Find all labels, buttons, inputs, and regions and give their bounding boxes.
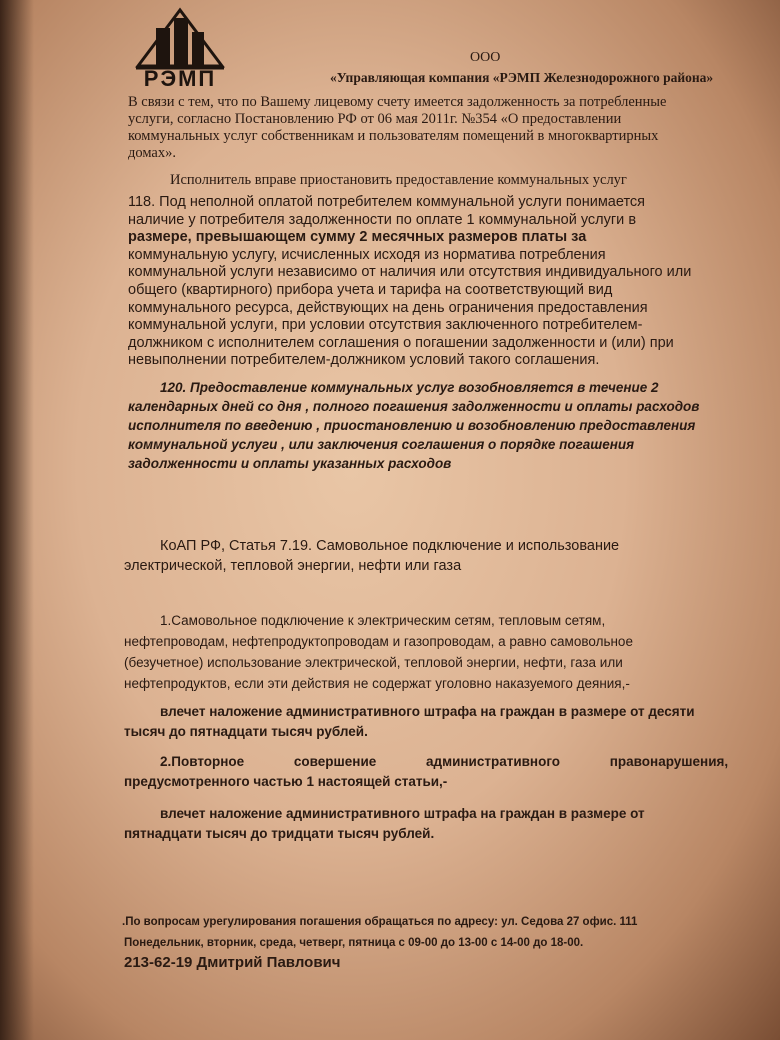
logo-text: РЭМП (143, 66, 217, 91)
footer-contact: 213-62-19 Дмитрий Павлович (124, 954, 341, 971)
clause-118-line: коммунальную услугу, исчисленных исходя из норматива потребления (128, 246, 606, 263)
koap-part-1 (124, 610, 724, 694)
koap-penalty-2-line: влечет наложение административного штрафа на граждан в размере от (160, 806, 645, 821)
clause-118-line: невыполнении потребителем-должником условий такого соглашения. (128, 352, 600, 369)
intro-paragraph (128, 94, 726, 162)
clause-120-line: исполнителя по введению , приостановлению и возобновлению предоставления (128, 418, 696, 433)
clause-118 (128, 194, 724, 370)
clause-118-line: коммунальной услуги независимо от наличия или отсутствия индивидуального или (128, 264, 692, 281)
koap-title (124, 536, 724, 576)
intro-line: коммунальных услуг собственникам и пользователям помещений в многоквартирных (128, 128, 659, 144)
koap-title-line: электрической, тепловой энергии, нефти или газа (124, 558, 462, 574)
clause-118-line: 118. Под неполной оплатой потребителем коммунальной услуги понимается (128, 194, 646, 210)
koap-penalty-1-line: тысяч до пятнадцати тысяч рублей. (124, 724, 368, 739)
clause-120-line: задолженности и оплаты указанных расходов (128, 456, 452, 471)
clause-118-line: коммунальной услуги, при условии отсутствия заключенного потребителем- (128, 317, 643, 334)
clause-120-line: 120. Предоставление коммунальных услуг возобновляется в течение 2 (160, 380, 659, 395)
footer-hours: Понедельник, вторник, среда, четверг, пятница с 09-00 до 13-00 с 14-00 до 18-00. (124, 937, 584, 949)
intro-line: услуги, согласно Постановлению РФ от 06 мая 2011г. №354 «О предоставлении (128, 111, 622, 127)
clause-120-line: календарных дней со дня , полного погашения задолженности и оплаты расходов (128, 399, 700, 414)
koap-penalty-2 (124, 804, 724, 844)
intro-line: В связи с тем, что по Вашему лицевому счету имеется задолженность за потребленные (128, 94, 667, 110)
clause-120 (128, 378, 724, 473)
clause-118-line: общего (квартирного) прибора учета и тарифа на соответствующий вид (128, 281, 613, 298)
koap-part-2-line: 2.Повторное совершение административного правонарушения, (160, 754, 729, 769)
company-name: «Управляющая компания «РЭМП Железнодорожного района» (330, 70, 714, 85)
clause-118-line: должником с исполнителем соглашения о погашении задолженности и (или) при (128, 334, 674, 351)
clause-120-line: коммунальной услуги , или заключения соглашения о порядке погашения (128, 437, 635, 452)
koap-part-1-line: нефтепродуктов, если эти действия не содержат уголовно наказуемого деяния,- (124, 676, 630, 691)
footer-address: .По вопросам урегулирования погашения обращаться по адресу: ул. Седова 27 офис. 111 (122, 916, 638, 928)
clause-118-line: наличие у потребителя задолженности по оплате 1 коммунальной услуги в (128, 211, 637, 228)
intro-line: домах». (128, 145, 176, 161)
koap-penalty-2-line: пятнадцати тысяч до тридцати тысяч рублей. (124, 826, 435, 841)
koap-part-2-line: предусмотренного частью 1 настоящей статьи,- (124, 774, 448, 789)
koap-part-1-line: (безучетное) использование электрической, тепловой энергии, нефти, газа или (124, 655, 623, 670)
notice-heading: Исполнитель вправе приостановить предоставление коммунальных услуг (170, 172, 627, 188)
koap-part-2 (124, 752, 729, 792)
koap-title-line: КоАП РФ, Статья 7.19. Самовольное подключение и использование (160, 538, 620, 554)
koap-penalty-1-line: влечет наложение административного штрафа на граждан в размере от десяти (160, 704, 695, 719)
koap-part-1-line: нефтепроводам, нефтепродуктопроводам и газопроводам, а равно самовольное (124, 634, 633, 649)
koap-penalty-1 (124, 702, 724, 742)
koap-part-1-line: 1.Самовольное подключение к электрическим сетям, тепловым сетям, (160, 613, 606, 628)
clause-118-line: коммунального ресурса, действующих на день ограничения предоставления (128, 299, 648, 316)
page-edge-shadow (0, 0, 34, 1040)
org-type: ООО (470, 50, 501, 65)
clause-118-line: размере, превышающем сумму 2 месячных размеров платы за (128, 229, 587, 246)
